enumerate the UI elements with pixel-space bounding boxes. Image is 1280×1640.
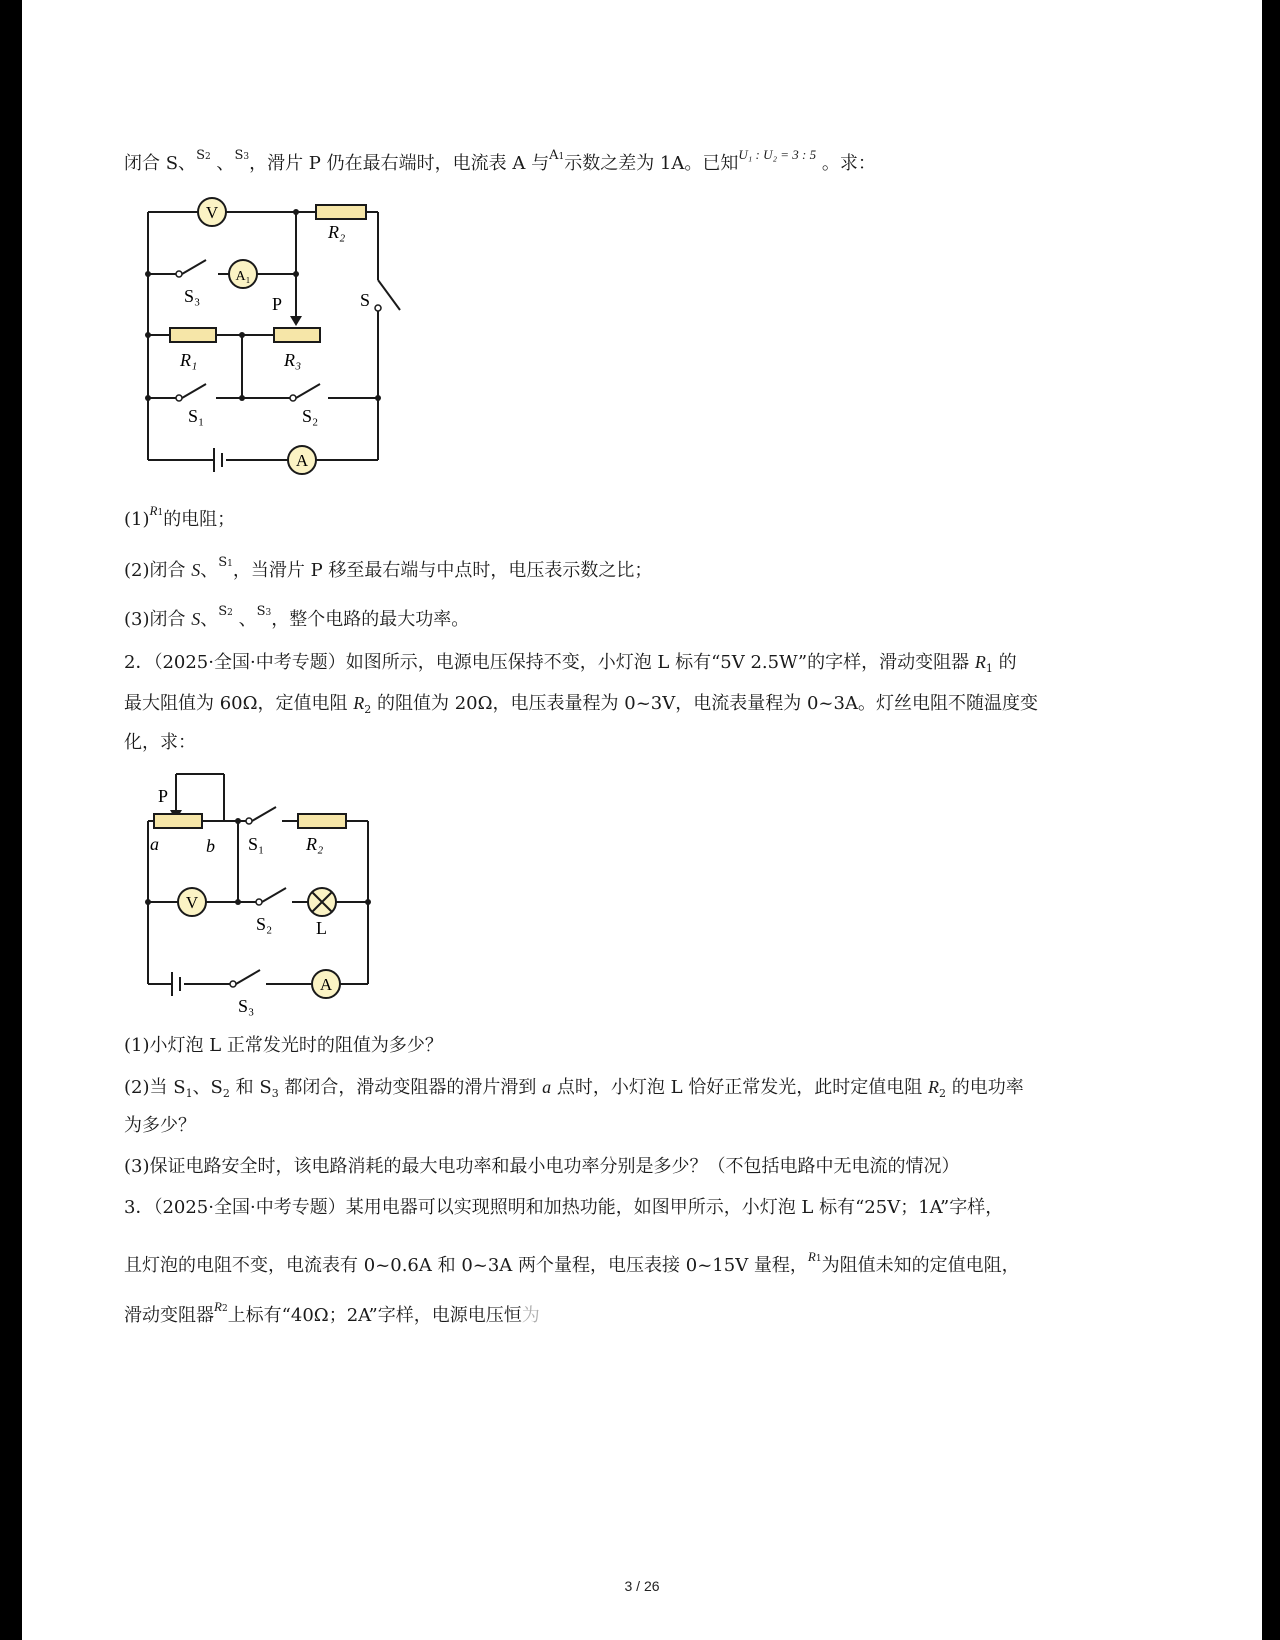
resistor-r1 <box>170 328 216 342</box>
resistor-r3 <box>274 328 320 342</box>
voltmeter-label: V <box>205 203 219 222</box>
problem2-question3: (3)保证电路安全时，该电路消耗的最大电功率和最小电功率分别是多少？（不包括电路中无电流的情况） <box>124 1156 960 1177</box>
problem3-line1: 3．（2025·全国·中考专题）某用电器可以实现照明和加热功能，如图甲所示，小灯泡 L 标有“25V；1A”字样， <box>124 1197 1004 1218</box>
problem2-line2: 最大阻值为 60Ω，定值电阻 $R_2$ 的阻值为 20Ω，电压表量程为 0~3V，电流表量程为 0~3A。灯丝电阻不随温度变 <box>124 693 1038 716</box>
ammeter-label: A <box>319 975 333 994</box>
problem3-line2: 且灯泡的电阻不变，电流表有 0~0.6A 和 0~3A 两个量程，电压表接 0~15V 量程，$^{R1}$为阻值未知的定值电阻， <box>124 1249 1020 1276</box>
problem1-question1: $(1)^{R1}$的电阻； <box>124 503 236 530</box>
resistor-r2 <box>298 814 346 828</box>
document-page <box>22 0 1262 1640</box>
label-r3: R₃ <box>284 350 302 370</box>
rheostat-r1 <box>154 814 202 828</box>
problem2-question1: (1)小灯泡 L 正常发光时的阻值为多少？ <box>124 1035 443 1056</box>
label-a: a <box>150 834 159 854</box>
blur-overlay <box>612 1304 732 1330</box>
label-r2: R₂ <box>306 834 324 854</box>
label-b: b <box>206 836 215 856</box>
problem2-line1: 2．（2025·全国·中考专题）如图所示，电源电压保持不变，小灯泡 L 标有“5V 2.5W”的字样，滑动变阻器 $R_1$ 的 <box>124 652 1017 675</box>
problem2-question2-cont: 为多少？ <box>124 1115 196 1136</box>
page-number: 3 / 26 <box>624 1578 660 1594</box>
ammeter-a-label: A <box>295 451 309 470</box>
problem2-line3: 化，求： <box>124 732 196 753</box>
label-s1: S₁ <box>188 406 205 426</box>
label-r1: R₁ <box>180 350 198 370</box>
resistor-r2 <box>316 205 366 219</box>
problem2-question2: (2)当 $S_1$、$S_2$ 和 $S_3$ 都闭合，滑动变阻器的滑片滑到 a 点时，小灯泡 L 恰好正常发光，此时定值电阻 $R_2$ 的电功率 <box>124 1077 1024 1100</box>
problem3-line3: 滑动变阻器$^{R2}$上标有“40Ω；2A”字样，电源电压恒为 <box>124 1299 540 1326</box>
label-l: L <box>316 918 327 938</box>
label-p: P <box>158 786 169 806</box>
circuit-diagram-1 <box>120 190 410 480</box>
label-s1: S₁ <box>248 834 265 854</box>
label-s3: S₃ <box>184 286 201 306</box>
label-s: S <box>360 290 371 310</box>
problem1-question3: (3)闭合 S、$^{S2}$ 、$^{S3}$，整个电路的最大功率。 <box>124 604 470 630</box>
right-dark-border <box>1262 0 1280 1640</box>
ammeter-a1-label: A₁ <box>235 269 251 284</box>
label-r2: R₂ <box>328 222 346 242</box>
label-s3: S₃ <box>238 996 255 1016</box>
problem1-question2: (2)闭合 S、$^{S1}$，当滑片 P 移至最右端与中点时，电压表示数之比； <box>124 555 653 581</box>
label-s2: S₂ <box>302 406 319 426</box>
slider-arrow-icon <box>290 316 302 326</box>
circuit-diagram-2 <box>120 764 400 1024</box>
problem1-intro: 闭合 S、$^{S2}$ 、$^{S3}$，滑片 P 仍在最右端时，电流表 A 与$^{A1}$示数之差为 1A。已知$^{U_1 : U_2 = 3 : 5}$ 。求： <box>124 147 876 174</box>
label-p: P <box>272 294 283 314</box>
left-dark-border <box>0 0 22 1640</box>
voltmeter-label: V <box>185 893 199 912</box>
label-s2: S₂ <box>256 914 273 934</box>
